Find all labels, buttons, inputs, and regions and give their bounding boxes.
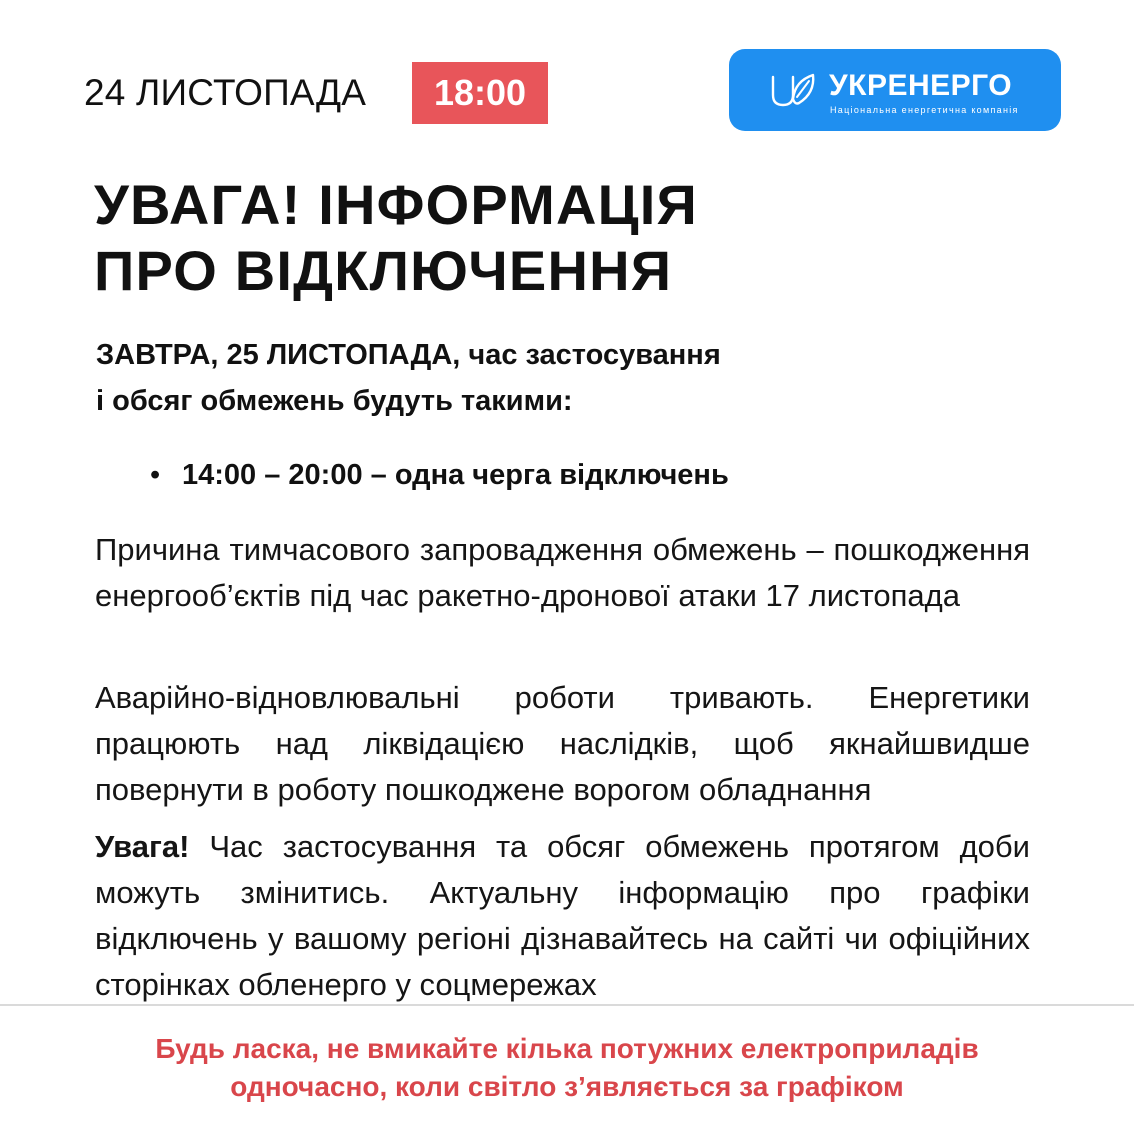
bullet-icon: • [150,459,161,491]
warning-paragraph [95,824,1030,1008]
schedule-item-text: 14:00 – 20:00 – одна черга відключень [182,459,729,491]
reason-paragraph: Причина тимчасового запровадження обмежень – пошкодження енергооб’єктів під час ракетно-дронової атаки 17 листопада [95,532,1030,613]
title-line-2: ПРО ВІДКЛЮЧЕННЯ [94,239,673,302]
footer-line-2: одночасно, коли світло з’являється за графіком [230,1071,904,1102]
warning-text: Час застосування та обсяг обмежень протягом доби можуть змінитись. Актуальну інформацію про графіки відключень у вашому регіоні дізнавайтесь на сайті чи офіційних сторінках обленерго у соцмережах [95,829,1030,1002]
lead-line-2: і обсяг обмежень будуть такими: [96,385,573,417]
lead-line-1: ЗАВТРА, 25 ЛИСТОПАДА, час застосування [96,339,721,371]
ukrenergo-mark-icon [769,69,823,111]
footer-line-1: Будь ласка, не вмикайте кілька потужних електроприладів [155,1033,979,1064]
divider [0,1004,1134,1006]
ukrenergo-logo [729,49,1061,131]
repairs-paragraph: Аварійно-відновлювальні роботи тривають. Енергетики працюють над ліквідацією наслідків, щоб якнайшвидше повернути в роботу пошкоджене ворогом обладнання [95,680,1030,807]
warning-label: Увага! [95,829,190,864]
title-line-1: УВАГА! ІНФОРМАЦІЯ [94,173,698,236]
date-label: 24 ЛИСТОПАДА [84,72,367,113]
lead-text [96,332,1056,424]
page-title [94,172,1054,304]
time-badge: 18:00 [412,62,548,124]
logo-name: УКРЕНЕРГО [829,69,1013,102]
footer-notice [40,1030,1094,1106]
logo-subtitle: Національна енергетична компанія [830,105,1019,115]
schedule-item [150,454,729,496]
